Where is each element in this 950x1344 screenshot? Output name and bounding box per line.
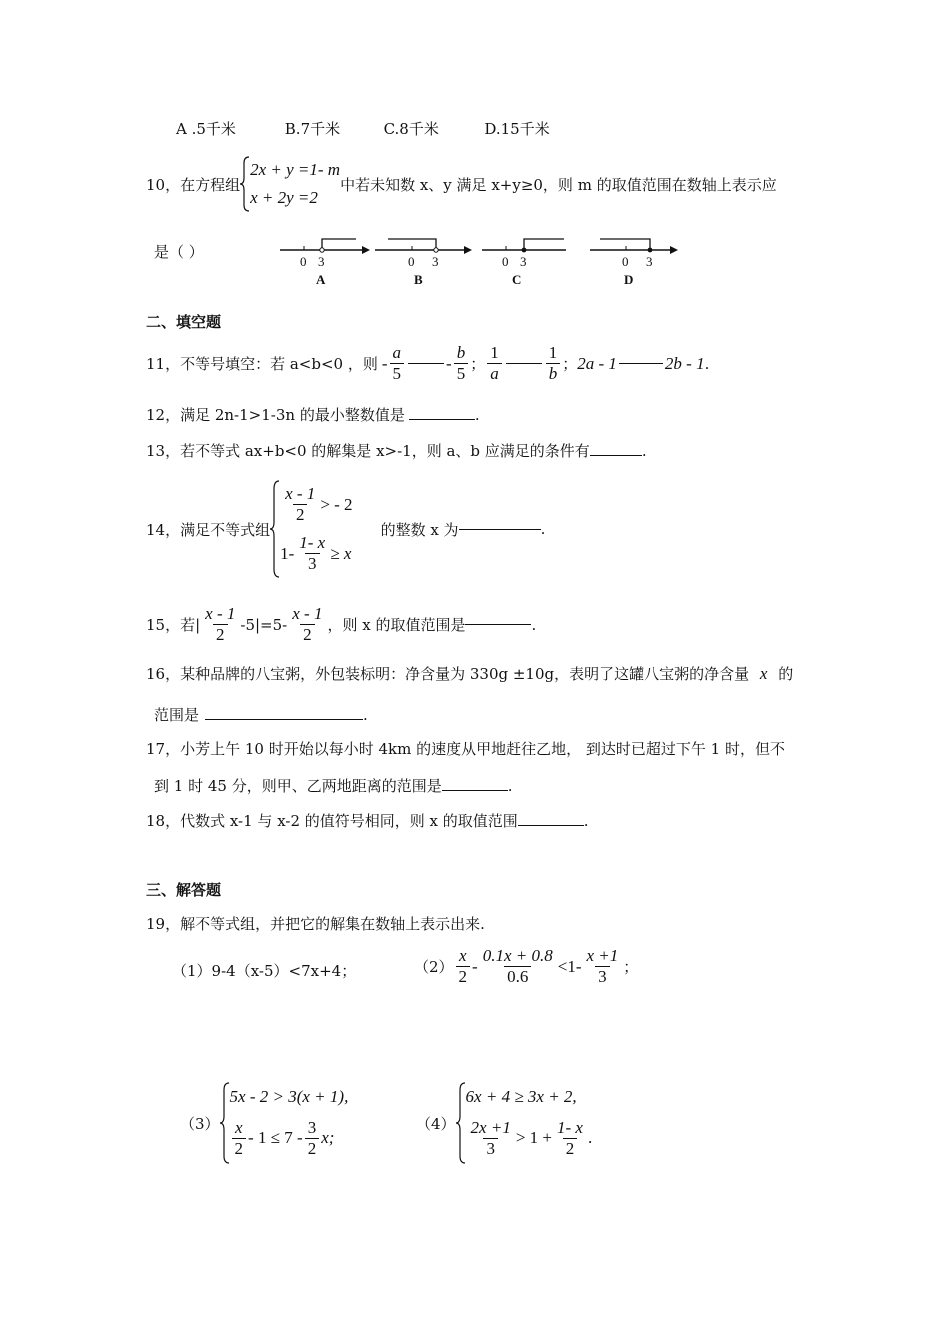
question-15: 15，若| $\frac{x - 1}{2}$ -5|=5- $\frac{x - 1}{2}$ ，则 x 的取值范围是 . xyxy=(146,604,537,644)
q10-lead: 10，在方程组 xyxy=(146,175,241,194)
q11-frac-1b: $\frac{1}{b}$ xyxy=(546,343,561,384)
question-13: 13，若不等式 ax+b<0 的解集是 x>-1，则 a、b 应满足的条件有 . xyxy=(146,442,647,460)
number-line-a xyxy=(280,239,370,254)
q11-lead: 11，不等号填空：若 a<b<0 ，则 xyxy=(146,355,378,373)
label-c: C xyxy=(512,272,522,287)
q10-eq1: 2x + y =1- m xyxy=(250,160,341,179)
q12-blank[interactable] xyxy=(409,419,475,420)
q10-eq2: x + 2y =2 xyxy=(250,188,318,207)
q19-part-1: （1）9-4（x-5）<7x+4； xyxy=(172,962,357,980)
q18-blank[interactable] xyxy=(518,825,584,826)
q11-frac-1a: $\frac{1}{a}$ xyxy=(487,343,502,384)
label-a: A xyxy=(316,272,326,287)
q10-tail: 中若未知数 x、y 满足 x+y≥0，则 m 的取值范围在数轴上表示应 xyxy=(340,175,777,194)
question-19: 19，解不等式组，并把它的解集在数轴上表示出来. xyxy=(146,915,485,933)
question-16-line2: 范围是 . xyxy=(154,706,368,724)
option-d: D.15千米 xyxy=(484,120,550,138)
brace-icon xyxy=(456,1082,466,1164)
question-10 xyxy=(146,156,777,212)
tick-3-a: 3 xyxy=(318,254,325,269)
q13-blank[interactable] xyxy=(590,455,642,456)
q11-expr2: 2b - 1 xyxy=(664,353,705,373)
q19-part-4: （4） 6x + 4 ≥ 3x + 2, $\frac{2x +1}{3}$ > 1 + $\frac{1- x}{2}$ . xyxy=(416,1082,592,1164)
q14-blank[interactable] xyxy=(459,529,541,530)
label-b: B xyxy=(414,272,423,287)
question-11: 11，不等号填空：若 a<b<0 ，则 - $\frac{a}{5}$ - $\frac{b}{5}$ ； $\frac{1}{a}$ $\frac{1}{b}$ ； 2a - 1 2b - 1 . xyxy=(146,343,710,383)
question-18: 18，代数式 x-1 与 x-2 的值符号相同，则 x 的取值范围 . xyxy=(146,812,589,830)
brace-icon xyxy=(220,1082,230,1164)
number-line-b xyxy=(375,239,472,254)
q10-equation-system xyxy=(240,156,340,212)
question-16-line1: 16，某种品牌的八宝粥，外包装标明：净含量为 330g ±10g，表明了这罐八宝粥的净含量 x 的 xyxy=(146,664,794,683)
q9-options xyxy=(176,118,550,139)
tick-0-d: 0 xyxy=(622,254,629,269)
q11-expr1: 2a - 1 xyxy=(577,353,617,373)
number-line-c xyxy=(482,239,566,252)
q14-inequality-system: $\frac{x - 1}{2}$ > - 2 1- $\frac{1- x}{3}$ ≥ x xyxy=(270,480,352,578)
option-a: A .5千米 xyxy=(176,120,236,138)
question-17-line1: 17，小芳上午 10 时开始以每小时 4km 的速度从甲地赶往乙地， 到达时已超过下午 1 时，但不 xyxy=(146,740,785,758)
q16-blank[interactable] xyxy=(205,719,363,720)
q11-frac-b5: $\frac{b}{5}$ xyxy=(454,343,469,384)
section-2-heading: 二、填空题 xyxy=(146,313,222,331)
tick-3-c: 3 xyxy=(520,254,527,269)
q11-frac-a5: $\frac{a}{5}$ xyxy=(390,343,405,384)
q19-part-3: （3） 5x - 2 > 3(x + 1), $\frac{x}{2}$ - 1 ≤ 7 - $\frac{3}{2}$ x; xyxy=(180,1082,348,1164)
question-17-line2: 到 1 时 45 分，则甲、乙两地距离的范围是 . xyxy=(154,777,513,795)
tick-3-b: 3 xyxy=(432,254,439,269)
number-line-d xyxy=(590,239,678,254)
question-12: 12，满足 2n-1>1-3n 的最小整数值是 . xyxy=(146,406,480,424)
option-b: B.7千米 xyxy=(284,120,341,138)
tick-0-c: 0 xyxy=(502,254,509,269)
q17-blank[interactable] xyxy=(442,790,508,791)
option-c: C.8千米 xyxy=(383,120,439,138)
question-14: 14，满足不等式组 $\frac{x - 1}{2}$ > - 2 1- $\frac{1- x}{3}$ ≥ x 的整数 x 为 . xyxy=(146,480,545,578)
tick-0-a: 0 xyxy=(300,254,307,269)
q10-number-lines xyxy=(278,234,680,292)
label-d: D xyxy=(624,272,634,287)
section-3-heading: 三、解答题 xyxy=(146,881,222,899)
q10-line2: 是（ ） xyxy=(154,243,204,261)
tick-0-b: 0 xyxy=(408,254,415,269)
brace-icon xyxy=(270,480,280,578)
brace-icon xyxy=(240,156,250,212)
tick-3-d: 3 xyxy=(646,254,653,269)
q15-blank[interactable] xyxy=(465,624,531,625)
q19-part-2: （2） $\frac{x}{2}$ - $\frac{0.1x + 0.8}{0.6}$ <1- $\frac{x +1}{3}$ ； xyxy=(414,946,639,986)
